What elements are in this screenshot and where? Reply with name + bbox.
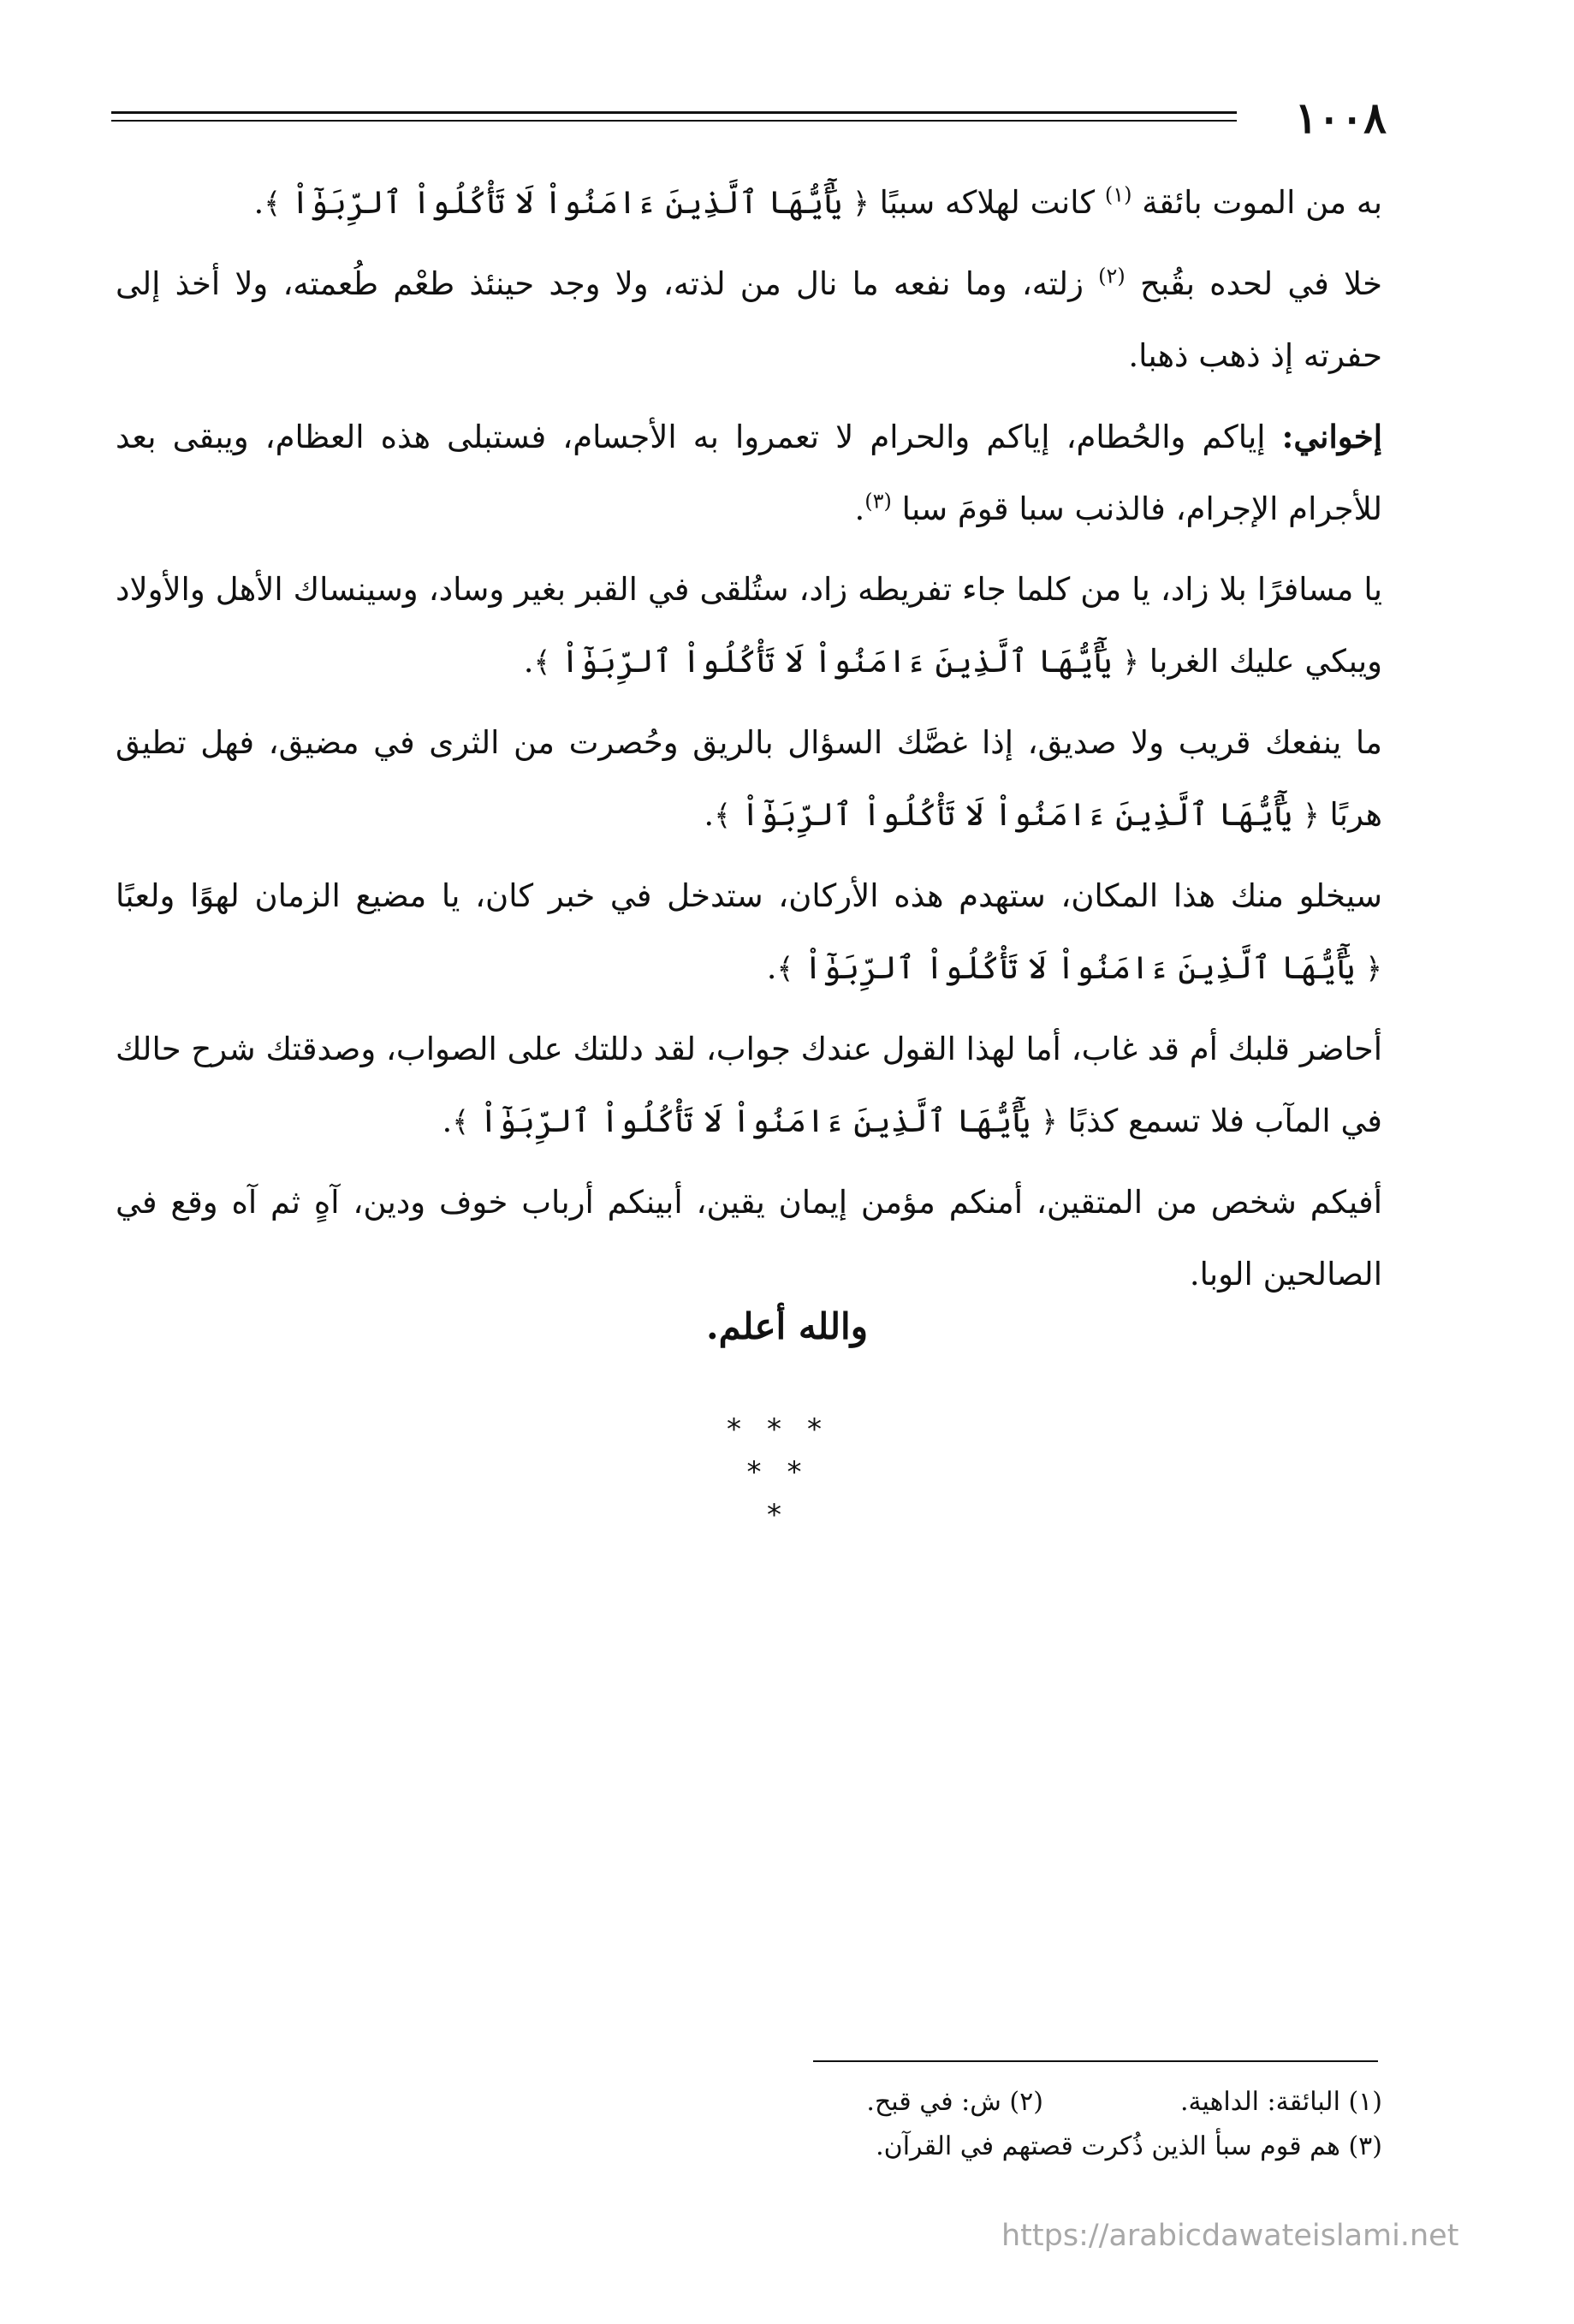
text-run: .: [442, 1103, 453, 1139]
text-run: خلا في لحده بقُبح: [1125, 265, 1382, 302]
star-icon: *: [746, 1455, 787, 1489]
watermark-url[interactable]: https://arabicdawateislami.net: [1001, 2219, 1459, 2253]
paragraph-5: [116, 707, 1382, 852]
star-icon: *: [727, 1412, 767, 1447]
header-rule: [111, 111, 1237, 114]
verse-bracket-open: ﴿: [1040, 1105, 1058, 1139]
verse-bracket-close: ﴾: [264, 187, 282, 221]
quran-verse: [714, 796, 1320, 833]
verse-text: يَٰٓأَيُّهَا ٱلَّذِينَ ءَامَنُواْ لَا تَأْكُلُواْ ٱلرِّبَوٰٓاْ: [804, 949, 1356, 986]
verse-bracket-close: ﴾: [533, 645, 551, 680]
verse-bracket-close: ﴾: [776, 952, 794, 986]
footnotes: [548, 2080, 1382, 2169]
footnote-ref-2[interactable]: (٢): [1098, 264, 1126, 288]
paragraph-1: [116, 167, 1382, 240]
text-run: .: [253, 184, 264, 221]
header-rule-thin: [111, 120, 1237, 122]
verse-bracket-open: ﴿: [1365, 952, 1382, 986]
closing-line: والله أعلم.: [706, 1305, 868, 1347]
footnote-3: (٣) هم قوم سبأ الذين ذُكرت قصتهم في القرآن.: [876, 2131, 1382, 2161]
paragraph-6: [116, 860, 1382, 1005]
text-run: .: [854, 490, 865, 527]
main-text: [116, 167, 1382, 1319]
quran-verse: [452, 1103, 1058, 1139]
text-run: .: [704, 796, 715, 833]
text-run: كانت لهلاكه سببًا: [869, 184, 1105, 221]
text-run: إياكم والحُطام، إياكم والحرام لا تعمروا به الأجسام، فستبلى هذه العظام، ويبقى بعد للأجرام الإجرام، فالذنب سبا قومَ سبا: [116, 419, 1382, 527]
verse-text: يَٰٓأَيُّهَا ٱلَّذِينَ ءَامَنُواْ لَا تَأْكُلُواْ ٱلرِّبَوٰٓاْ: [478, 1103, 1031, 1139]
paragraph-2: [116, 248, 1382, 392]
footnote-2: (٢) ش: في قبح.: [866, 2087, 1043, 2117]
text-run: .: [523, 643, 534, 680]
footnote-ref-3[interactable]: (٣): [864, 489, 892, 514]
paragraph-7: [116, 1013, 1382, 1158]
footnote-1: (١) البائقة: الداهية.: [1179, 2087, 1382, 2117]
paragraph-lead: إخواني:: [1281, 418, 1382, 455]
footnote-line-2: [548, 2125, 1382, 2169]
page-header: [111, 92, 1387, 144]
text-run: أحاضر قلبك أم قد غاب، أما لهذا القول عندك جواب، لقد دللتك على الصواب، وصدقتك شرح حالك في المآب فلا تسمع كذبًا: [116, 1031, 1382, 1139]
verse-bracket-close: ﴾: [452, 1105, 470, 1139]
text-run: ما ينفعك قريب ولا صديق، إذا غصَّك السؤال بالريق وحُصرت من الثرى في مضيق، فهل تطيق هربًا: [116, 724, 1382, 833]
star-icon: *: [767, 1412, 807, 1447]
star-icon: *: [787, 1455, 828, 1489]
footnote-rule: [813, 2060, 1378, 2062]
verse-bracket-open: ﴿: [852, 187, 870, 221]
separator-stars-row-1: [0, 1412, 1574, 1447]
text-run: يا مسافرًا بلا زاد، يا من كلما جاء تفريطه زاد، ستُلقى في القبر بغير وساد، وسينساك الأهل والأولاد ويبكي عليك الغربا: [116, 571, 1382, 680]
paragraph-8: [116, 1167, 1382, 1311]
text-run: زلته، وما نفعه ما نال من لذته، ولا وجد حينئذ طعْم طُعمته، ولا أخذ إلى حفرته إذ ذهب ذهبا.: [116, 265, 1382, 374]
separator-stars-row-2: [0, 1455, 1574, 1489]
verse-text: يَٰٓأَيُّهَا ٱلَّذِينَ ءَامَنُواْ لَا تَأْكُلُواْ ٱلرِّبَوٰٓاْ: [290, 184, 843, 221]
verse-bracket-open: ﴿: [1122, 645, 1140, 680]
paragraph-3: [116, 401, 1382, 545]
star-icon: *: [807, 1412, 847, 1447]
verse-text: يَٰٓأَيُّهَا ٱلَّذِينَ ءَامَنُواْ لَا تَأْكُلُواْ ٱلرِّبَوٰٓاْ: [740, 796, 1293, 833]
text-run: به من الموت بائقة: [1131, 184, 1382, 221]
footnote-line-1: [548, 2080, 1382, 2125]
quran-verse: [534, 643, 1140, 680]
paragraph-4: [116, 554, 1382, 698]
text-run: سيخلو منك هذا المكان، ستهدم هذه الأركان، ستدخل في خبر كان، يا مضيع الزمان لهوًا ولعبًا: [116, 877, 1382, 914]
footnote-ref-1[interactable]: (١): [1104, 182, 1132, 207]
verse-text: يَٰٓأَيُّهَا ٱلَّذِينَ ءَامَنُواْ لَا تَأْكُلُواْ ٱلرِّبَوٰٓاْ: [561, 643, 1113, 680]
text-run: .: [766, 949, 777, 986]
verse-bracket-open: ﴿: [1302, 799, 1320, 833]
quran-verse: [264, 184, 870, 221]
star-icon: *: [767, 1498, 807, 1532]
separator-stars-row-3: [0, 1498, 1574, 1532]
text-run: أفيكم شخص من المتقين، أمنكم مؤمن إيمان يقين، أبينكم أرباب خوف ودين، آهٍ ثم آه وقع في الصالحين الوبا.: [116, 1184, 1382, 1293]
page-number: ١٠٠٨: [1294, 92, 1387, 143]
quran-verse: [776, 949, 1382, 986]
verse-bracket-close: ﴾: [714, 799, 732, 833]
